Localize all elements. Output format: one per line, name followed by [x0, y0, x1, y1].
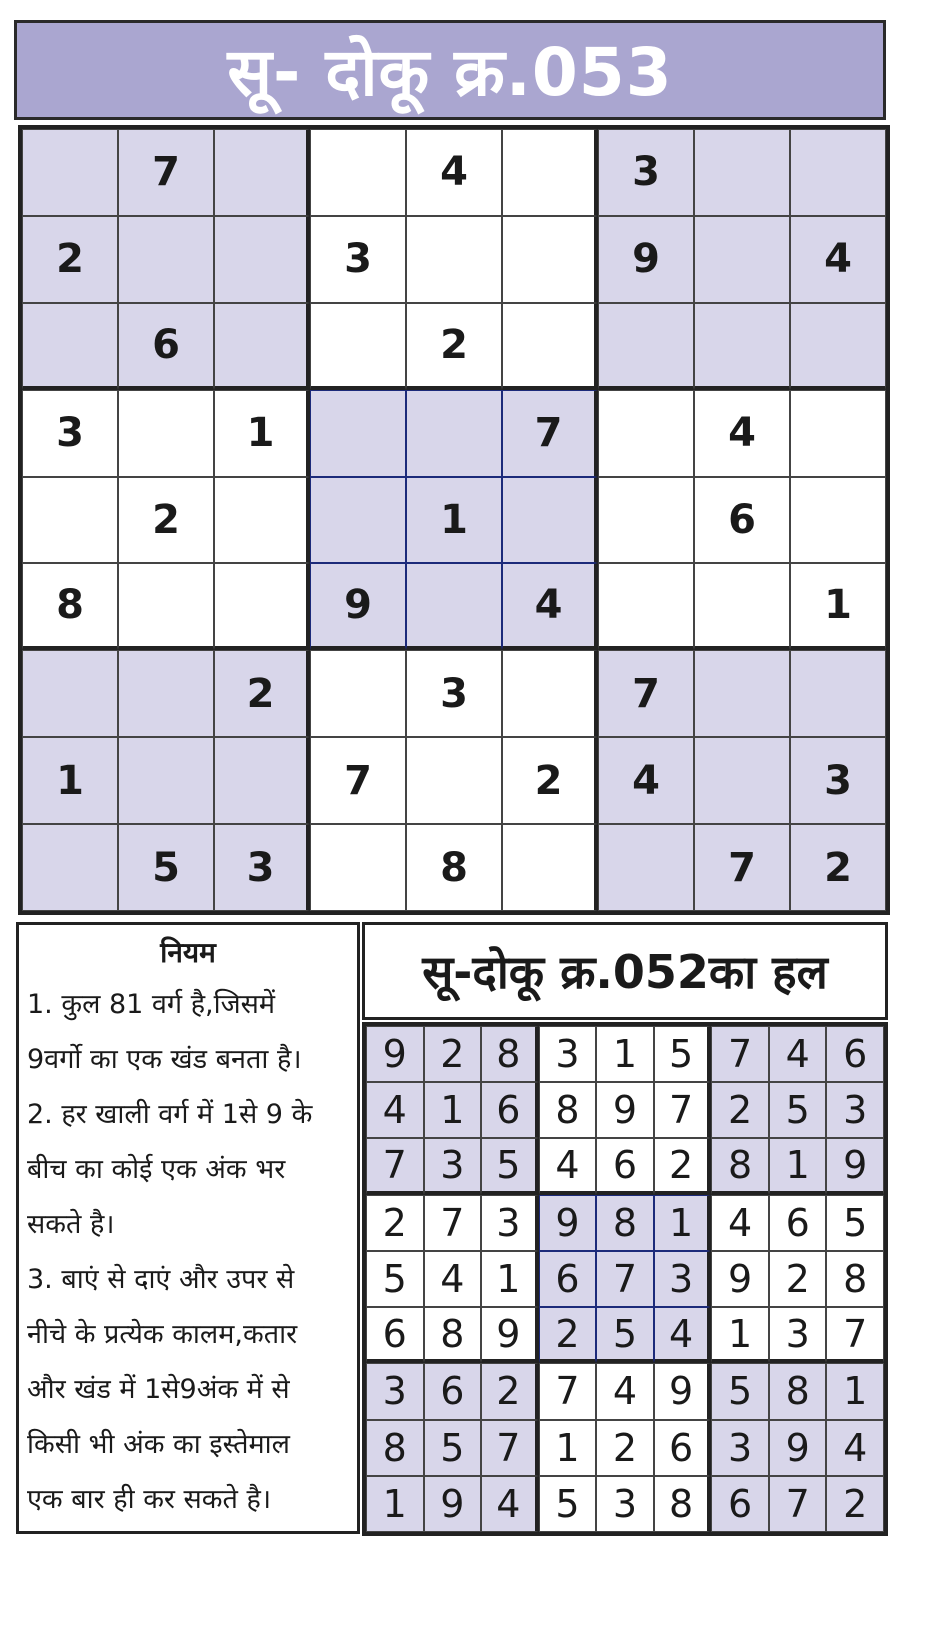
sudoku-puzzle-grid [18, 125, 890, 915]
puzzle-cell[interactable] [694, 650, 790, 737]
solution-cell: 5 [596, 1307, 654, 1363]
puzzle-cell: 8 [406, 824, 502, 911]
solution-cell: 3 [654, 1251, 712, 1307]
puzzle-cell: 3 [22, 390, 118, 477]
puzzle-cell[interactable] [118, 216, 214, 303]
puzzle-cell[interactable] [790, 650, 886, 737]
solution-cell: 9 [654, 1363, 712, 1419]
solution-cell: 5 [711, 1363, 769, 1419]
solution-cell: 3 [366, 1363, 424, 1419]
solution-cell: 5 [481, 1138, 539, 1194]
rules-line: 3. बाएं से दाएं और उपर से [27, 1264, 295, 1295]
solution-cell: 1 [539, 1420, 597, 1476]
solution-cell: 7 [654, 1082, 712, 1138]
solution-cell: 6 [424, 1363, 482, 1419]
solution-cell: 2 [769, 1251, 827, 1307]
solution-cell: 1 [366, 1476, 424, 1532]
puzzle-cell[interactable] [214, 477, 310, 564]
puzzle-title-bar [14, 20, 886, 120]
solution-cell: 4 [596, 1363, 654, 1419]
solution-cell: 7 [481, 1420, 539, 1476]
solution-cell: 1 [711, 1307, 769, 1363]
puzzle-cell: 3 [214, 824, 310, 911]
solution-cell: 4 [539, 1138, 597, 1194]
solution-cell: 4 [769, 1026, 827, 1082]
solution-cell: 6 [366, 1307, 424, 1363]
puzzle-cell[interactable] [790, 303, 886, 390]
solution-cell: 9 [481, 1307, 539, 1363]
puzzle-cell[interactable] [22, 129, 118, 216]
solution-cell: 9 [711, 1251, 769, 1307]
puzzle-cell: 3 [790, 737, 886, 824]
sudoku-solution-grid [362, 1022, 888, 1536]
solution-cell: 2 [424, 1026, 482, 1082]
solution-cell: 9 [596, 1082, 654, 1138]
puzzle-cell[interactable] [694, 737, 790, 824]
puzzle-cell[interactable] [694, 129, 790, 216]
solution-cell: 2 [826, 1476, 884, 1532]
solution-cell: 1 [654, 1195, 712, 1251]
puzzle-cell[interactable] [406, 737, 502, 824]
puzzle-cell[interactable] [214, 303, 310, 390]
solution-cell: 7 [826, 1307, 884, 1363]
puzzle-cell: 2 [790, 824, 886, 911]
solution-title: सू-दोकू क्र.052का हल [362, 922, 888, 1020]
puzzle-cell[interactable] [22, 650, 118, 737]
puzzle-cell[interactable] [22, 477, 118, 564]
puzzle-title: सू- दोकू क्र.053 [227, 34, 673, 111]
puzzle-cell: 3 [406, 650, 502, 737]
solution-cell: 6 [481, 1082, 539, 1138]
puzzle-cell: 2 [406, 303, 502, 390]
solution-cell: 4 [826, 1420, 884, 1476]
puzzle-cell[interactable] [502, 824, 598, 911]
rules-line: सकते है। [27, 1209, 115, 1240]
puzzle-cell[interactable] [598, 477, 694, 564]
puzzle-cell[interactable] [694, 563, 790, 650]
solution-cell: 3 [424, 1138, 482, 1194]
puzzle-cell[interactable] [406, 563, 502, 650]
puzzle-cell: 6 [118, 303, 214, 390]
puzzle-cell[interactable] [118, 737, 214, 824]
solution-cell: 8 [424, 1307, 482, 1363]
solution-cell: 2 [596, 1420, 654, 1476]
puzzle-cell: 4 [694, 390, 790, 477]
puzzle-cell: 7 [118, 129, 214, 216]
puzzle-cell: 7 [310, 737, 406, 824]
solution-cell: 6 [826, 1026, 884, 1082]
puzzle-cell: 2 [214, 650, 310, 737]
puzzle-cell[interactable] [310, 129, 406, 216]
solution-cell: 7 [769, 1476, 827, 1532]
solution-cell: 8 [769, 1363, 827, 1419]
puzzle-cell: 2 [502, 737, 598, 824]
solution-cell: 8 [481, 1026, 539, 1082]
puzzle-cell[interactable] [310, 650, 406, 737]
puzzle-cell[interactable] [214, 129, 310, 216]
puzzle-cell[interactable] [310, 390, 406, 477]
puzzle-cell: 1 [22, 737, 118, 824]
puzzle-cell[interactable] [502, 650, 598, 737]
solution-cell: 6 [654, 1420, 712, 1476]
puzzle-cell[interactable] [118, 563, 214, 650]
rules-line: एक बार ही कर सकते है। [27, 1484, 272, 1515]
rules-line: और खंड में 1से9अंक में से [27, 1374, 290, 1405]
solution-cell: 7 [366, 1138, 424, 1194]
solution-cell: 6 [596, 1138, 654, 1194]
solution-cell: 7 [539, 1363, 597, 1419]
puzzle-cell: 5 [118, 824, 214, 911]
puzzle-cell[interactable] [118, 390, 214, 477]
puzzle-cell: 7 [694, 824, 790, 911]
puzzle-cell: 3 [310, 216, 406, 303]
puzzle-cell: 9 [598, 216, 694, 303]
puzzle-cell: 2 [22, 216, 118, 303]
puzzle-cell[interactable] [694, 303, 790, 390]
puzzle-cell: 4 [790, 216, 886, 303]
puzzle-cell: 4 [406, 129, 502, 216]
puzzle-cell[interactable] [406, 390, 502, 477]
puzzle-cell[interactable] [694, 216, 790, 303]
puzzle-cell[interactable] [22, 824, 118, 911]
solution-cell: 8 [654, 1476, 712, 1532]
solution-cell: 4 [424, 1251, 482, 1307]
puzzle-cell: 7 [598, 650, 694, 737]
puzzle-cell[interactable] [214, 563, 310, 650]
solution-cell: 8 [826, 1251, 884, 1307]
puzzle-cell[interactable] [790, 390, 886, 477]
puzzle-cell[interactable] [502, 303, 598, 390]
solution-cell: 9 [424, 1476, 482, 1532]
solution-cell: 9 [539, 1195, 597, 1251]
solution-cell: 5 [366, 1251, 424, 1307]
solution-cell: 3 [826, 1082, 884, 1138]
puzzle-cell[interactable] [214, 737, 310, 824]
solution-cell: 9 [769, 1420, 827, 1476]
solution-cell: 7 [596, 1251, 654, 1307]
puzzle-cell[interactable] [310, 303, 406, 390]
puzzle-cell: 8 [22, 563, 118, 650]
puzzle-cell: 3 [598, 129, 694, 216]
solution-cell: 7 [711, 1026, 769, 1082]
solution-cell: 2 [366, 1195, 424, 1251]
rules-line: नीचे के प्रत्येक कालम,कतार [27, 1319, 298, 1350]
puzzle-cell: 7 [502, 390, 598, 477]
puzzle-cell[interactable] [118, 650, 214, 737]
rules-line: 9वर्गो का एक खंड बनता है। [27, 1044, 302, 1075]
solution-cell: 8 [366, 1420, 424, 1476]
puzzle-cell: 1 [406, 477, 502, 564]
solution-cell: 5 [769, 1082, 827, 1138]
puzzle-cell: 4 [598, 737, 694, 824]
solution-cell: 8 [596, 1195, 654, 1251]
solution-cell: 6 [769, 1195, 827, 1251]
puzzle-cell[interactable] [310, 477, 406, 564]
solution-cell: 2 [654, 1138, 712, 1194]
rules-line: किसी भी अंक का इस्तेमाल [27, 1429, 290, 1460]
puzzle-cell: 4 [502, 563, 598, 650]
solution-cell: 4 [654, 1307, 712, 1363]
rules-line: 1. कुल 81 वर्ग है,जिसमें [27, 989, 276, 1020]
solution-cell: 6 [711, 1476, 769, 1532]
solution-cell: 3 [769, 1307, 827, 1363]
solution-cell: 3 [711, 1420, 769, 1476]
solution-cell: 5 [539, 1476, 597, 1532]
solution-cell: 1 [424, 1082, 482, 1138]
puzzle-cell[interactable] [406, 216, 502, 303]
solution-cell: 2 [539, 1307, 597, 1363]
solution-cell: 8 [711, 1138, 769, 1194]
puzzle-cell: 1 [214, 390, 310, 477]
solution-cell: 4 [366, 1082, 424, 1138]
solution-cell: 5 [654, 1026, 712, 1082]
rules-line: 2. हर खाली वर्ग में 1से 9 के [27, 1099, 313, 1130]
solution-cell: 1 [826, 1363, 884, 1419]
rules-title: नियम [160, 936, 216, 969]
puzzle-cell: 6 [694, 477, 790, 564]
solution-cell: 2 [481, 1363, 539, 1419]
puzzle-cell: 2 [118, 477, 214, 564]
solution-cell: 5 [424, 1420, 482, 1476]
solution-cell: 1 [769, 1138, 827, 1194]
puzzle-cell[interactable] [502, 129, 598, 216]
puzzle-cell: 1 [790, 563, 886, 650]
puzzle-cell[interactable] [598, 303, 694, 390]
puzzle-cell[interactable] [598, 390, 694, 477]
solution-cell: 7 [424, 1195, 482, 1251]
puzzle-cell[interactable] [790, 477, 886, 564]
puzzle-cell[interactable] [598, 824, 694, 911]
solution-cell: 5 [826, 1195, 884, 1251]
puzzle-cell[interactable] [22, 303, 118, 390]
puzzle-cell: 9 [310, 563, 406, 650]
puzzle-cell[interactable] [790, 129, 886, 216]
solution-cell: 9 [826, 1138, 884, 1194]
rules-panel [16, 922, 360, 1534]
rules-line: बीच का कोई एक अंक भर [27, 1154, 286, 1185]
solution-cell: 8 [539, 1082, 597, 1138]
puzzle-cell[interactable] [214, 216, 310, 303]
solution-cell: 3 [596, 1476, 654, 1532]
puzzle-cell[interactable] [310, 824, 406, 911]
solution-cell: 4 [711, 1195, 769, 1251]
solution-cell: 2 [711, 1082, 769, 1138]
solution-cell: 1 [596, 1026, 654, 1082]
solution-cell: 4 [481, 1476, 539, 1532]
solution-cell: 1 [481, 1251, 539, 1307]
solution-cell: 9 [366, 1026, 424, 1082]
solution-cell: 3 [481, 1195, 539, 1251]
puzzle-cell[interactable] [598, 563, 694, 650]
solution-cell: 3 [539, 1026, 597, 1082]
puzzle-cell[interactable] [502, 216, 598, 303]
solution-cell: 6 [539, 1251, 597, 1307]
puzzle-cell[interactable] [502, 477, 598, 564]
